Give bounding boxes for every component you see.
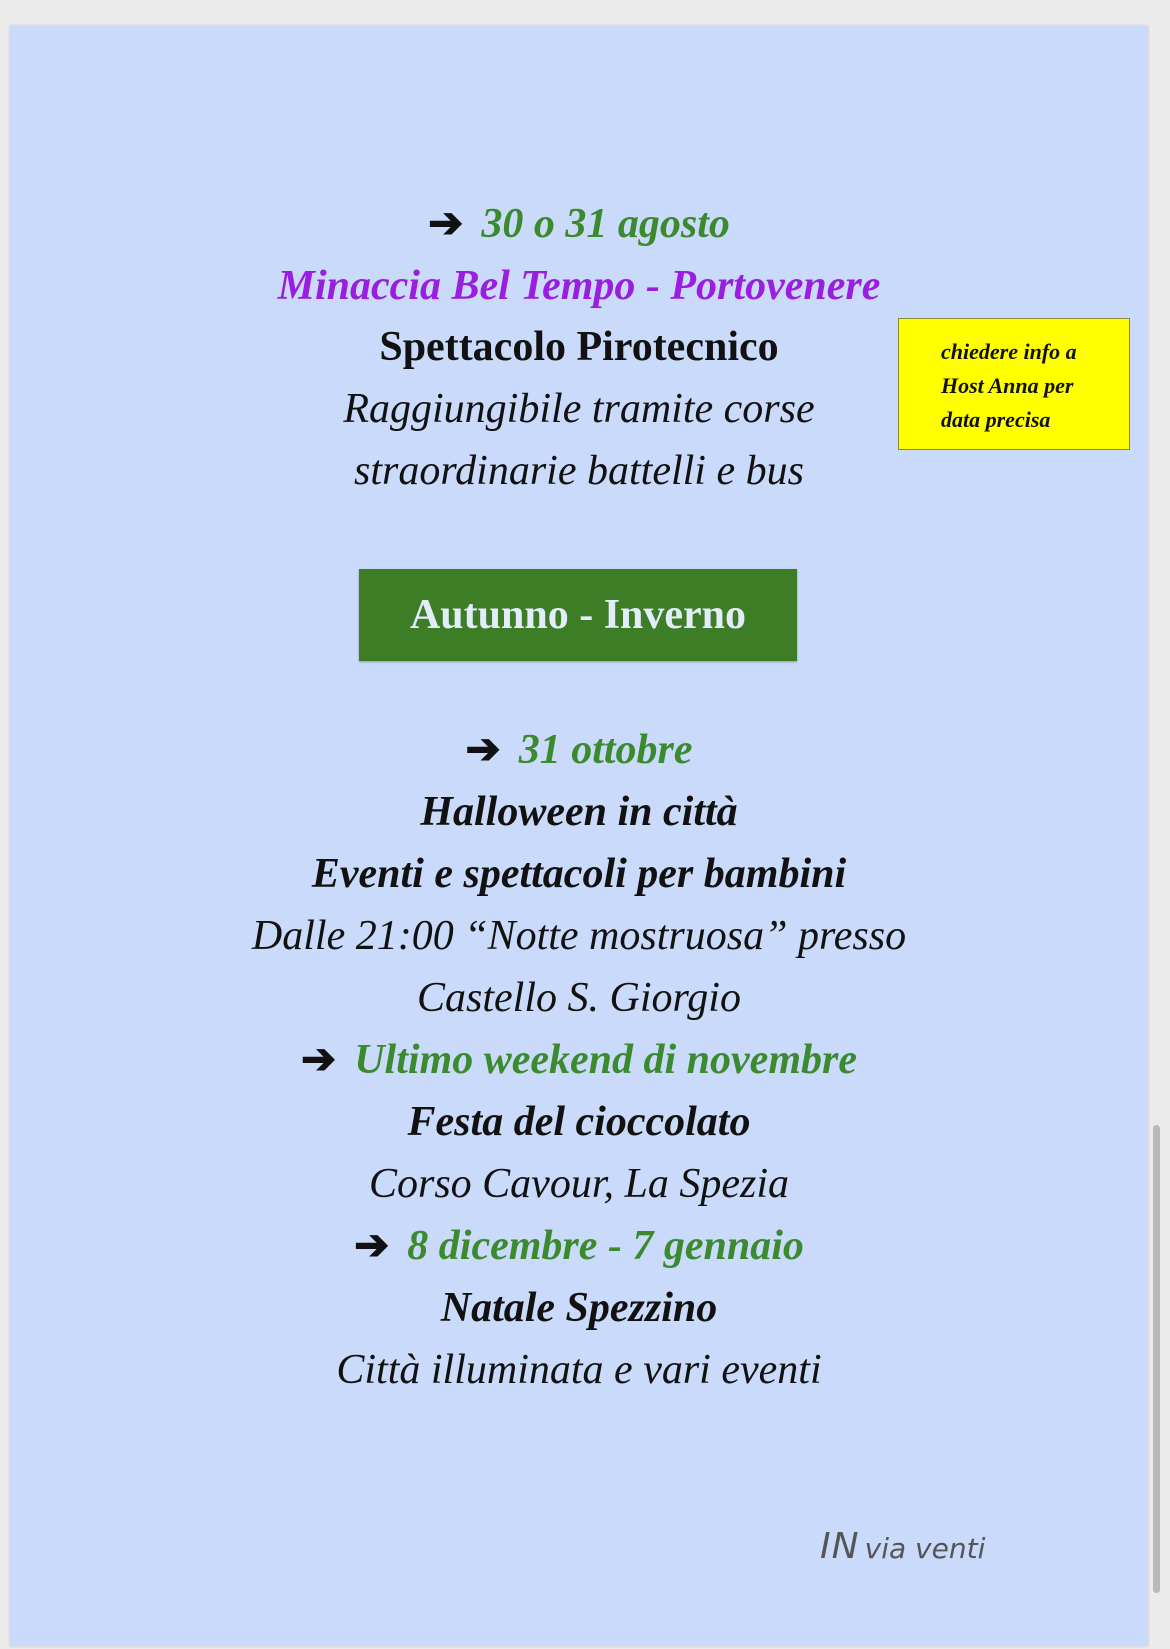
event-title: Natale Spezzino [440, 1285, 718, 1331]
event-subtitle: Eventi e spettacoli per bambini [311, 851, 847, 897]
note-line: data precisa [941, 407, 1051, 432]
event-date: 8 dicembre - 7 gennaio [407, 1223, 804, 1269]
signature-part: IN [820, 1526, 860, 1567]
event-description-line: straordinarie battelli e bus [354, 448, 804, 494]
arrow-right-icon: ➔ [465, 727, 501, 773]
vertical-scrollbar[interactable] [1153, 1125, 1160, 1593]
event-date: Ultimo weekend di novembre [354, 1037, 857, 1083]
event-description-line: Dalle 21:00 “Notte mostruosa” presso [251, 913, 907, 959]
season-header: Autunno - Inverno [359, 569, 797, 661]
event-date-line [10, 1035, 1148, 1085]
event-subtitle: Spettacolo Pirotecnico [379, 324, 779, 370]
event-date-line [10, 1221, 1148, 1271]
event-title: Minaccia Bel Tempo - Portovenere [277, 263, 881, 309]
note-line: chiedere info a [941, 339, 1077, 364]
event-description-line: Raggiungibile tramite corse [343, 386, 815, 432]
arrow-right-icon: ➔ [428, 201, 464, 247]
info-note [898, 318, 1130, 450]
note-line: Host Anna per [941, 373, 1074, 398]
signature [820, 1526, 985, 1567]
arrow-right-icon: ➔ [354, 1223, 390, 1269]
event-date: 30 o 31 agosto [481, 201, 730, 247]
event-description-line: Castello S. Giorgio [417, 975, 741, 1021]
event-title: Festa del cioccolato [407, 1099, 751, 1145]
event-date-line [10, 725, 1148, 775]
event-description-line: Città illuminata e vari eventi [336, 1347, 822, 1393]
arrow-right-icon: ➔ [301, 1037, 337, 1083]
event-date-line [10, 199, 1148, 249]
event-title: Halloween in città [420, 789, 738, 835]
event-description-line: Corso Cavour, La Spezia [368, 1161, 790, 1207]
event-date: 31 ottobre [518, 727, 693, 773]
signature-part: via venti [864, 1532, 986, 1565]
document-page [10, 26, 1148, 1646]
